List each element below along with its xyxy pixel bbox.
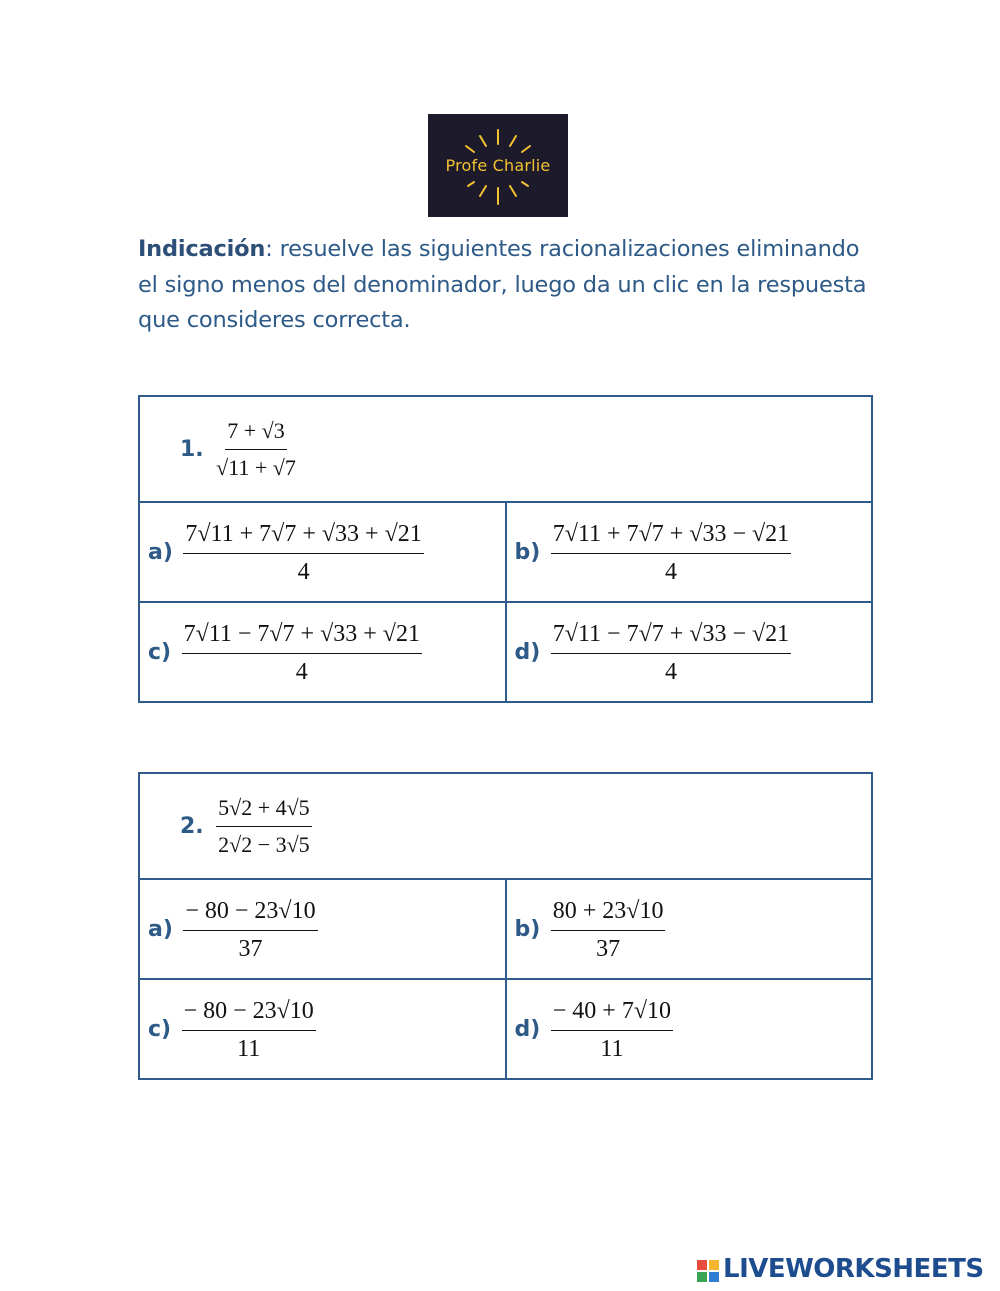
question-1-option-d[interactable] — [506, 602, 873, 702]
option-answer — [551, 993, 673, 1066]
liveworksheets-logo-icon — [697, 1260, 719, 1282]
option-answer — [182, 616, 422, 689]
option-label: b) — [514, 539, 541, 565]
option-answer — [551, 616, 791, 689]
expression-denominator: √11 + √7 — [216, 454, 296, 480]
option-label: c) — [148, 639, 172, 665]
question-expression — [216, 414, 296, 485]
question-2-table — [138, 772, 873, 1080]
question-1-option-b[interactable] — [506, 502, 873, 602]
question-1-option-a[interactable] — [139, 502, 506, 602]
answer-numerator: 7√11 + 7√7 + √33 − √21 — [551, 516, 791, 554]
profe-charlie-logo — [428, 114, 568, 217]
answer-denominator: 37 — [238, 935, 263, 962]
option-answer — [183, 516, 423, 589]
answer-denominator: 4 — [295, 658, 308, 685]
answer-denominator: 11 — [237, 1035, 261, 1062]
question-2-prompt — [139, 773, 872, 879]
option-label: a) — [148, 539, 173, 565]
expression-denominator: 2√2 − 3√5 — [218, 831, 310, 857]
question-2-option-a[interactable] — [139, 879, 506, 979]
option-answer — [182, 993, 316, 1066]
answer-numerator: 7√11 − 7√7 + √33 − √21 — [551, 616, 791, 654]
option-label: b) — [514, 916, 541, 942]
answer-denominator: 4 — [664, 658, 677, 685]
option-label: c) — [148, 1016, 172, 1042]
option-answer — [183, 893, 317, 966]
question-1-prompt — [139, 396, 872, 502]
answer-denominator: 11 — [600, 1035, 624, 1062]
logo-text: Profe Charlie — [445, 156, 551, 175]
answer-denominator: 4 — [664, 558, 677, 585]
brand-text: LIVEWORKSHEETS — [723, 1254, 984, 1284]
option-label: d) — [514, 1016, 541, 1042]
answer-numerator: 7√11 + 7√7 + √33 + √21 — [183, 516, 423, 554]
expression-numerator: 5√2 + 4√5 — [216, 791, 312, 827]
instruction-text: : resuelve las siguientes racionalizaciones eliminando el signo menos del denominador, luego da un clic en la respuesta que consideres correcta. — [138, 236, 867, 333]
answer-numerator: 80 + 23√10 — [551, 893, 666, 931]
instruction-paragraph — [138, 232, 878, 339]
question-expression — [216, 791, 312, 862]
question-2-option-b[interactable] — [506, 879, 873, 979]
expression-numerator: 7 + √3 — [225, 414, 286, 450]
option-label: d) — [514, 639, 541, 665]
question-1-table — [138, 395, 873, 703]
option-answer — [551, 516, 791, 589]
question-number: 2. — [180, 813, 204, 839]
question-2-option-d[interactable] — [506, 979, 873, 1079]
answer-numerator: − 80 − 23√10 — [182, 993, 316, 1031]
question-2-option-c[interactable] — [139, 979, 506, 1079]
answer-denominator: 4 — [297, 558, 310, 585]
question-1-option-c[interactable] — [139, 602, 506, 702]
answer-numerator: − 40 + 7√10 — [551, 993, 673, 1031]
option-answer — [551, 893, 666, 966]
answer-numerator: 7√11 − 7√7 + √33 + √21 — [182, 616, 422, 654]
option-label: a) — [148, 916, 173, 942]
answer-numerator: − 80 − 23√10 — [183, 893, 317, 931]
instruction-label: Indicación — [138, 236, 266, 262]
question-number: 1. — [180, 436, 204, 462]
answer-denominator: 37 — [596, 935, 621, 962]
